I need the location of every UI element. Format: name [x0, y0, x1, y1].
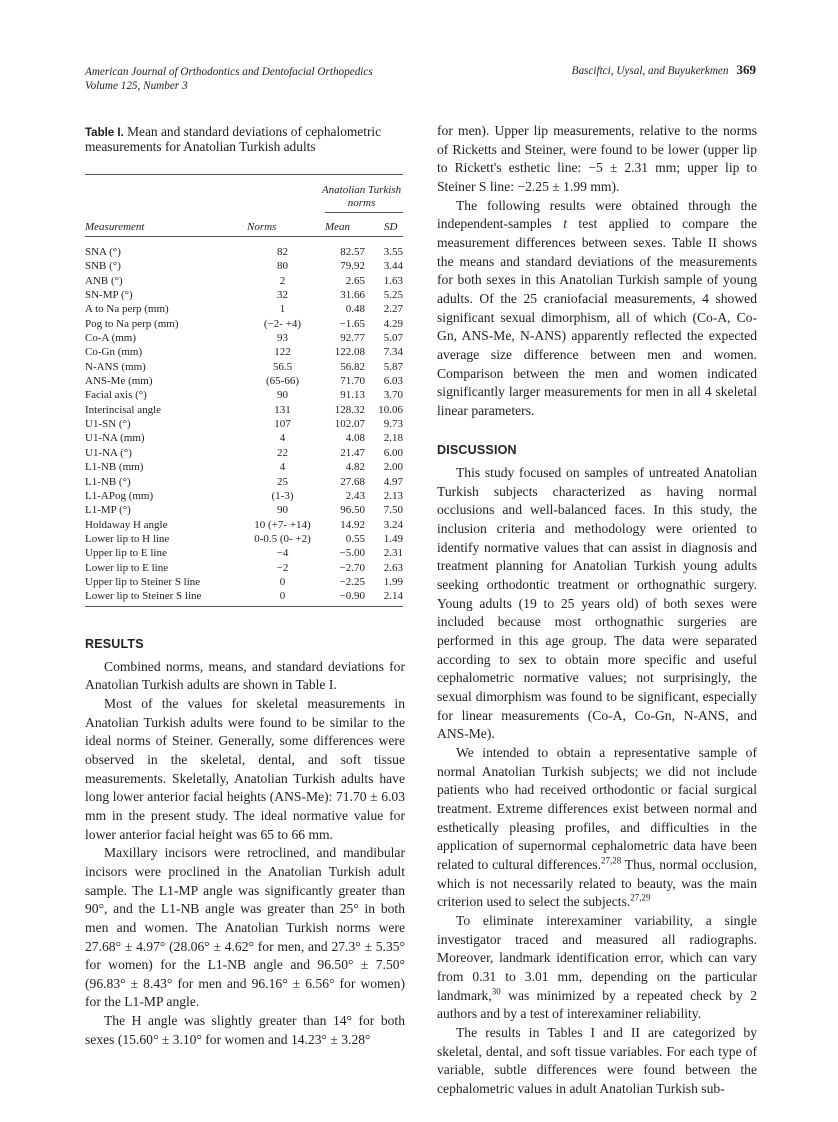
paragraph: for men). Upper lip measurements, relative to the norms of Ricketts and Steiner, were found to be lower (upper lip to Rickett's esthetic line: −5 ± 2.31 mm; upper lip to Steiner S line: −2.25 ± 1.99 mm). [437, 123, 757, 194]
table-row [85, 345, 403, 359]
measurement-cell: L1-NB (°) [85, 475, 131, 488]
mean-cell: 122.08 [334, 346, 365, 359]
mean-cell: 4.08 [345, 432, 365, 445]
sd-cell: 5.87 [383, 360, 403, 373]
section-heading-discussion: DISCUSSION [437, 442, 517, 457]
measurement-cell: L1-MP (°) [85, 504, 131, 517]
mean-cell: −2.25 [339, 575, 365, 588]
paragraph: Maxillary incisors were retroclined, and mandibular incisors were proclined in the Anatolian Turkish adult sample. The L1-MP angle was significantly greater than 90°, and the L1-NB angle was greater than 25° in both men and women. The Anatolian Turkish norms were 27.68° ± 4.97° (28.06° ± 4.62° for men, and 27.3° ± 5.35° for women) for the L1-NB angle and 96.50° ± 7.50° (96.83° ± 8.43° for men and 96.16° ± 6.56° for women) for the L1-MP angle. [85, 845, 405, 1010]
measurement-cell: U1-NA (°) [85, 446, 132, 459]
sd-cell: 7.34 [383, 346, 403, 359]
text: was minimized by a repeated check by 2 authors and by a test of interexaminer reliability. [437, 987, 757, 1022]
paragraph: The results in Tables I and II are categorized by skeletal, dental, and soft tissue variables. For each type of variable, subtle differences were found between the cephalometric values in adult Anatolian Turkish sub- [437, 1024, 757, 1096]
mean-cell: 96.50 [340, 504, 365, 517]
norms-cell: 1 [279, 303, 286, 316]
norms-cell: 56.5 [272, 360, 293, 373]
norms-cell: 90 [277, 389, 288, 402]
sd-cell: 3.55 [383, 246, 403, 258]
sd-cell: 1.99 [383, 575, 403, 588]
sd-cell: 2.31 [383, 547, 403, 560]
sd-cell: 2.27 [383, 303, 403, 316]
norms-cell: 0 [279, 590, 286, 603]
table-1 [85, 124, 403, 603]
measurement-cell: L1-NB (mm) [85, 461, 144, 474]
table-top-rule [85, 174, 403, 175]
table-caption [85, 125, 403, 154]
mean-cell: 4.82 [345, 461, 365, 474]
norms-cell: 82 [277, 246, 288, 258]
table-row [85, 460, 403, 474]
paragraph: The H angle was slightly greater than 14° for both sexes (15.60° ± 3.10° for women and 14.23° ± 3.28° [85, 1013, 405, 1047]
text: We intended to obtain a representative sample of normal Anatolian Turkish subjects; we did not include patients who had received orthodontic or facial surgical treatment. Extreme differences exist between normal and esthetically pleasing profiles, and difficulties in the application of supernormal cephalometric data have been related to cultural differences. [437, 745, 757, 872]
sd-cell: 1.63 [383, 274, 403, 287]
col-header-sd: SD [384, 221, 398, 233]
table-row [85, 503, 403, 517]
table-row [85, 561, 403, 575]
right-column [437, 122, 757, 1098]
sd-cell: 2.14 [383, 590, 403, 603]
section-heading-results: RESULTS [85, 637, 144, 651]
authors: Basciftci, Uysal, and Buyukerkmen [571, 65, 729, 77]
norms-cell: 32 [277, 289, 288, 302]
mean-cell: 0.48 [345, 303, 365, 316]
measurement-cell: Lower lip to Steiner S line [85, 590, 202, 603]
norms-cell: 25 [277, 475, 288, 488]
mean-cell: 102.07 [334, 418, 365, 431]
mean-cell: 82.57 [340, 246, 365, 258]
paragraph [437, 912, 757, 1024]
sd-cell: 2.13 [383, 489, 403, 502]
group-rule [325, 212, 403, 213]
norms-cell: 93 [277, 332, 288, 345]
page-number: 369 [736, 62, 756, 77]
running-header-authors [572, 63, 756, 78]
norms-cell: 22 [277, 446, 288, 459]
measurement-cell: Facial axis (°) [85, 389, 147, 402]
sd-cell: 5.25 [383, 289, 403, 302]
sd-cell: 4.29 [383, 317, 403, 330]
journal-volume: Volume 125, Number 3 [85, 80, 188, 92]
sd-cell: 2.00 [383, 461, 403, 474]
group-header: Anatolian Turkish norms [321, 184, 402, 209]
running-header-journal [85, 65, 373, 93]
citation: 27,29 [630, 892, 651, 903]
sd-cell: 3.24 [383, 518, 403, 531]
table-row [85, 331, 403, 345]
norms-cell: (65-66) [266, 375, 299, 388]
mean-cell: −2.70 [339, 561, 365, 574]
norms-cell: 90 [277, 504, 288, 517]
table-caption-text: Mean and standard deviations of cephalometric measurements for Anatolian Turkish adults [85, 124, 382, 155]
mean-cell: −1.65 [339, 317, 365, 330]
measurement-cell: A to Na perp (mm) [85, 303, 169, 316]
mean-cell: −0.90 [339, 590, 365, 603]
sd-cell: 7.50 [383, 504, 403, 517]
table-row [85, 388, 403, 402]
sd-cell: 2.18 [383, 432, 403, 445]
norms-cell: 4 [279, 432, 286, 445]
sd-cell: 10.06 [378, 403, 403, 416]
table-row [85, 302, 403, 316]
measurement-cell: N-ANS (mm) [85, 360, 146, 373]
sd-cell: 3.44 [383, 260, 403, 273]
sd-cell: 6.03 [383, 375, 403, 388]
text: Thus, normal occlusion, which is not necessarily related to beauty, was the main criterion used to select the subjects. [437, 856, 757, 910]
table-row [85, 518, 403, 532]
sd-cell: 9.73 [383, 418, 403, 431]
measurement-cell: Pog to Na perp (mm) [85, 317, 179, 330]
mean-cell: 2.43 [345, 489, 365, 502]
measurement-cell: U1-SN (°) [85, 418, 131, 431]
table-body [85, 245, 403, 604]
measurement-cell: Co-Gn (mm) [85, 346, 143, 359]
col-header-measurement: Measurement [85, 221, 145, 233]
norms-cell: −4 [276, 547, 289, 560]
table-row [85, 589, 403, 603]
mean-cell: 71.70 [340, 375, 365, 388]
sd-cell: 1.49 [383, 532, 403, 545]
paragraph: This study focused on samples of untreated Anatolian Turkish subjects characterized as having normal occlusions and well-balanced faces. In this study, the inclusion criteria and methodology were oriented to identify normative values that can assist in diagnosis and treatment planning for Anatolian Turkish young adults seeking orthodontic treatment or orthognathic surgery. Young adults (19 to 25 years old) of both sexes were included because most orthognathic surgeries are performed in this age group. The data were separated according to sex to obtain more specific and useful cephalometric normative values; not surprisingly, the sexual dimorphism was found to be significant, especially for linear measurements (Co-A, Co-Gn, N-ANS, and ANS-Me). [437, 465, 757, 742]
left-column [85, 635, 405, 1049]
text: To eliminate interexaminer variability, a single investigator traced and measured all radiographs. Moreover, landmark identification error, which can vary from 0.31 to 3.01 mm, depending on the particular landmark, [437, 912, 757, 1003]
text-italic: t [563, 216, 567, 232]
table-row [85, 446, 403, 460]
norms-cell: 2 [279, 274, 286, 287]
mean-cell: 91.13 [340, 389, 365, 402]
table-row [85, 532, 403, 546]
measurement-cell: ANS-Me (mm) [85, 375, 153, 388]
norms-cell: 80 [277, 260, 288, 273]
mean-cell: 21.47 [340, 446, 365, 459]
mean-cell: 0.55 [345, 532, 365, 545]
table-row [85, 245, 403, 259]
table-row [85, 575, 403, 589]
norms-cell: 131 [274, 403, 291, 416]
mean-cell: 128.32 [334, 403, 365, 416]
measurement-cell: U1-NA (mm) [85, 432, 145, 445]
table-row [85, 288, 403, 302]
table-row [85, 417, 403, 431]
journal-name: American Journal of Orthodontics and Dentofacial Orthopedics [85, 66, 373, 78]
citation: 30 [491, 986, 501, 996]
table-row [85, 403, 403, 417]
mean-cell: 56.82 [340, 360, 365, 373]
measurement-cell: SNB (°) [85, 260, 121, 273]
text: The following results were obtained through the independent-samples [437, 197, 757, 232]
measurement-cell: Lower lip to H line [85, 532, 170, 545]
mean-cell: 79.92 [340, 260, 365, 273]
col-header-norms: Norms [247, 221, 277, 233]
norms-cell: 107 [274, 418, 291, 431]
measurement-cell: ANB (°) [85, 274, 123, 287]
mean-cell: 92.77 [340, 332, 365, 345]
paragraph [437, 744, 757, 912]
norms-cell: 0 [279, 575, 286, 588]
mean-cell: −5.00 [339, 547, 365, 560]
mean-cell: 31.66 [340, 289, 365, 302]
mean-cell: 27.68 [340, 475, 365, 488]
table-row [85, 546, 403, 560]
col-header-mean: Mean [325, 221, 351, 233]
measurement-cell: Upper lip to E line [85, 547, 167, 560]
norms-cell: −2 [276, 561, 289, 574]
header-rule [85, 236, 403, 237]
table-row [85, 317, 403, 331]
sd-cell: 3.70 [383, 389, 403, 402]
paragraph: Most of the values for skeletal measurements in Anatolian Turkish adults were found to be similar to the ideal norms of Steiner. Generally, some differences were observed in the skeletal, dental, and soft tissue measurements. Skeletally, Anatolian Turkish adults have long lower anterior facial heights (ANS-Me): 71.70 ± 6.03 mm in the present study. The ideal normative value for lower anterior facial height was 65 to 66 mm. [85, 695, 405, 842]
table-row [85, 274, 403, 288]
measurement-cell: Lower lip to E line [85, 561, 169, 574]
sd-cell: 4.97 [383, 475, 403, 488]
table-label: Table I. [85, 127, 124, 139]
paragraph [437, 197, 757, 421]
measurement-cell: SN-MP (°) [85, 289, 133, 302]
measurement-cell: Interincisal angle [85, 403, 162, 416]
citation: 27,28 [601, 855, 622, 866]
table-row [85, 475, 403, 489]
sd-cell: 6.00 [383, 446, 403, 459]
norms-cell: (1-3) [271, 489, 294, 502]
measurement-cell: SNA (°) [85, 246, 121, 258]
sd-cell: 2.63 [383, 561, 403, 574]
norms-cell: (−2- +4) [263, 317, 302, 330]
sd-cell: 5.07 [383, 332, 403, 345]
text: test applied to compare the measurement differences between sexes. Table II shows the means and standard deviations of the measurements for both sexes in this Anatolian Turkish sample of young adults. Of the 25 craniofacial measurements, 4 showed significant sexual dimorphism, all of which (Co-A, Co-Gn, ANS-Me, N-ANS) apparently reflected the expected average size difference between men and women. Comparison between the men and women indicated significantly larger measurements for men in all 4 skeletal linear parameters. [437, 216, 758, 418]
table-row [85, 360, 403, 374]
table-row [85, 489, 403, 503]
table-row [85, 259, 403, 273]
measurement-cell: L1-APog (mm) [85, 489, 154, 502]
measurement-cell: Co-A (mm) [85, 332, 137, 345]
paragraph: Combined norms, means, and standard deviations for Anatolian Turkish adults are shown in Table I. [85, 658, 405, 693]
table-bottom-rule [85, 606, 403, 607]
table-row [85, 374, 403, 388]
mean-cell: 2.65 [345, 274, 365, 287]
norms-cell: 122 [274, 346, 291, 359]
mean-cell: 14.92 [340, 518, 365, 531]
measurement-cell: Upper lip to Steiner S line [85, 575, 201, 588]
norms-cell: 4 [279, 461, 286, 474]
table-row [85, 431, 403, 445]
norms-cell: 10 (+7- +14) [254, 518, 311, 531]
norms-cell: 0-0.5 (0- +2) [254, 532, 311, 545]
measurement-cell: Holdaway H angle [85, 518, 168, 531]
